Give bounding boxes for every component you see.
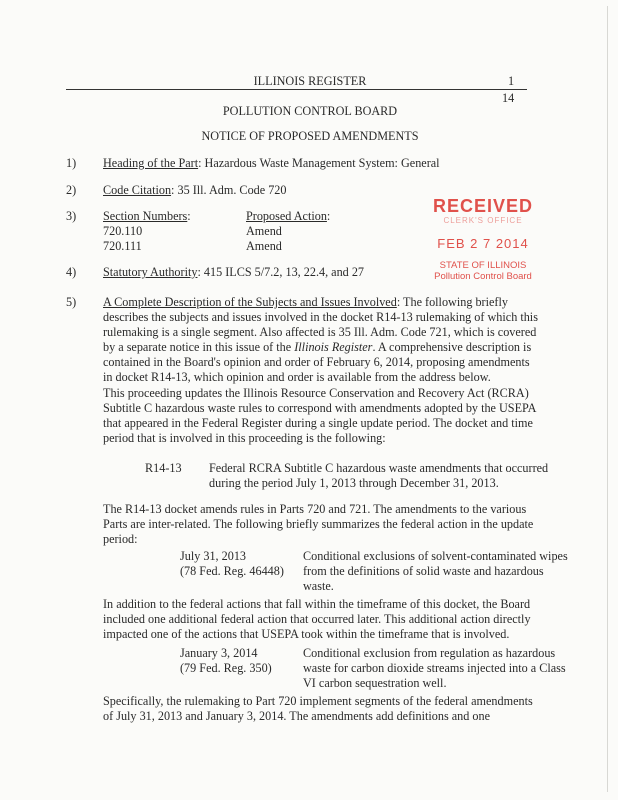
item-text: : 35 Ill. Adm. Code 720 — [171, 183, 287, 197]
item-heading-of-part — [103, 156, 440, 171]
item-text: : 415 ILCS 5/7.2, 13, 22.4, and 27 — [197, 265, 365, 279]
volume-number: 14 — [502, 91, 515, 105]
item-statutory-authority — [103, 265, 364, 280]
additional-action-date — [180, 646, 272, 676]
text-line: included one additional federal action that occurred later. This additional action directly — [103, 612, 531, 626]
docket-description — [209, 461, 549, 491]
header-rule — [66, 89, 527, 90]
text-line: from the definitions of solid waste and hazardous — [303, 564, 544, 578]
text-line: period that is involved in this proceeding is the following: — [103, 431, 386, 445]
header-title: ILLINOIS REGISTER — [253, 74, 367, 88]
text-line: impacted one of the actions that USEPA took within the timeframe that is involved. — [103, 627, 510, 641]
action-citation: (78 Fed. Reg. 46448) — [180, 564, 284, 578]
additional-action-description — [303, 646, 573, 691]
section-numbers-heading — [103, 209, 191, 224]
received-stamp — [430, 196, 536, 282]
text-line: Subtitle C hazardous waste rules to correspond with amendments adopted by the USEPA — [103, 401, 537, 415]
item-label: Section Numbers — [103, 209, 188, 223]
text-run: . A comprehensive description is — [372, 340, 532, 354]
section-action: Amend — [246, 239, 282, 253]
action-citation: (79 Fed. Reg. 350) — [180, 661, 272, 675]
addition-paragraph — [103, 597, 543, 642]
item-label: A Complete Description of the Subjects and Issues Involved — [103, 295, 397, 309]
text-line: describes the subjects and issues involved in the docket R14-13 rulemaking of which this — [103, 310, 538, 324]
text-line — [103, 340, 543, 355]
text-line: Conditional exclusions of solvent-contaminated wipes — [303, 549, 568, 563]
item-label-suffix: : — [187, 209, 191, 223]
item-number: 3) — [66, 209, 77, 223]
text-line: rulemaking is a single segment. Also affected is 35 Ill. Adm. Code 721, which is covered — [103, 325, 537, 339]
item-label: Heading of the Part — [103, 156, 199, 170]
scan-edge — [607, 6, 608, 792]
text-line: period: — [103, 532, 138, 546]
item-number: 1) — [66, 156, 77, 170]
docket-id: R14-13 — [145, 461, 182, 475]
stamp-received: RECEIVED — [432, 196, 534, 216]
stamp-state: STATE OF ILLINOIS — [439, 260, 527, 271]
specifically-paragraph — [103, 694, 543, 724]
text-line: Parts are inter-related. The following briefly summarizes the federal action in the update — [103, 517, 534, 531]
stamp-clerks-office: CLERK'S OFFICE — [443, 216, 523, 225]
text-line: that appeared in the Federal Register during a single update period. The docket and time — [103, 416, 533, 430]
item-number: 5) — [66, 295, 77, 309]
federal-action-date — [180, 549, 284, 579]
text-line: in docket R14-13, which opinion and order is available from the address below. — [103, 370, 491, 384]
item-code-citation — [103, 183, 287, 198]
item-label: Code Citation — [103, 183, 172, 197]
text-line: waste for carbon dioxide streams injected into a Class — [303, 661, 566, 675]
description-paragraph — [103, 295, 543, 385]
stamp-board: Pollution Control Board — [434, 271, 532, 282]
section-action: Amend — [246, 224, 282, 238]
text-line: during the period July 1, 2013 through December 31, 2013. — [209, 476, 499, 490]
proposed-action-heading — [246, 209, 330, 224]
text-line: In addition to the federal actions that fall within the timeframe of this docket, the Board — [103, 597, 531, 611]
item-number: 4) — [66, 265, 77, 279]
publication-title: Illinois Register — [294, 340, 373, 354]
notice-type: NOTICE OF PROPOSED AMENDMENTS — [201, 129, 419, 143]
text-line: This proceeding updates the Illinois Resource Conservation and Recovery Act (RCRA) — [103, 386, 529, 400]
section-number: 720.111 — [103, 239, 142, 253]
text-line: of July 31, 2013 and January 3, 2014. The amendments add definitions and one — [103, 709, 490, 723]
text-line: Conditional exclusion from regulation as hazardous — [303, 646, 556, 660]
amends-paragraph — [103, 502, 543, 547]
agency-name: POLLUTION CONTROL BOARD — [222, 104, 398, 118]
text-line: Federal RCRA Subtitle C hazardous waste amendments that occurred — [209, 461, 549, 475]
item-text: : Hazardous Waste Management System: General — [198, 156, 440, 170]
text-run: by a separate notice in this issue of the — [103, 340, 295, 354]
text-line: VI carbon sequestration well. — [303, 676, 447, 690]
proceeding-paragraph — [103, 386, 543, 446]
proposed-action-label: Proposed Action — [246, 209, 327, 223]
federal-action-description — [303, 549, 573, 594]
page-number: 1 — [508, 74, 515, 88]
action-date: July 31, 2013 — [180, 549, 247, 563]
stamp-date: FEB 2 7 2014 — [437, 236, 529, 251]
proposed-action-suffix: : — [326, 209, 331, 223]
text-line — [103, 295, 543, 310]
text-line: The R14-13 docket amends rules in Parts 720 and 721. The amendments to the various — [103, 502, 527, 516]
text-line: waste. — [303, 579, 334, 593]
action-date: January 3, 2014 — [180, 646, 258, 660]
item-text: : The following briefly — [396, 295, 508, 309]
text-line: Specifically, the rulemaking to Part 720 implement segments of the federal amendments — [103, 694, 533, 708]
section-number: 720.110 — [103, 224, 143, 238]
text-line: contained in the Board's opinion and order of February 6, 2014, proposing amendments — [103, 355, 530, 369]
item-label: Statutory Authority — [103, 265, 198, 279]
item-number: 2) — [66, 183, 77, 197]
